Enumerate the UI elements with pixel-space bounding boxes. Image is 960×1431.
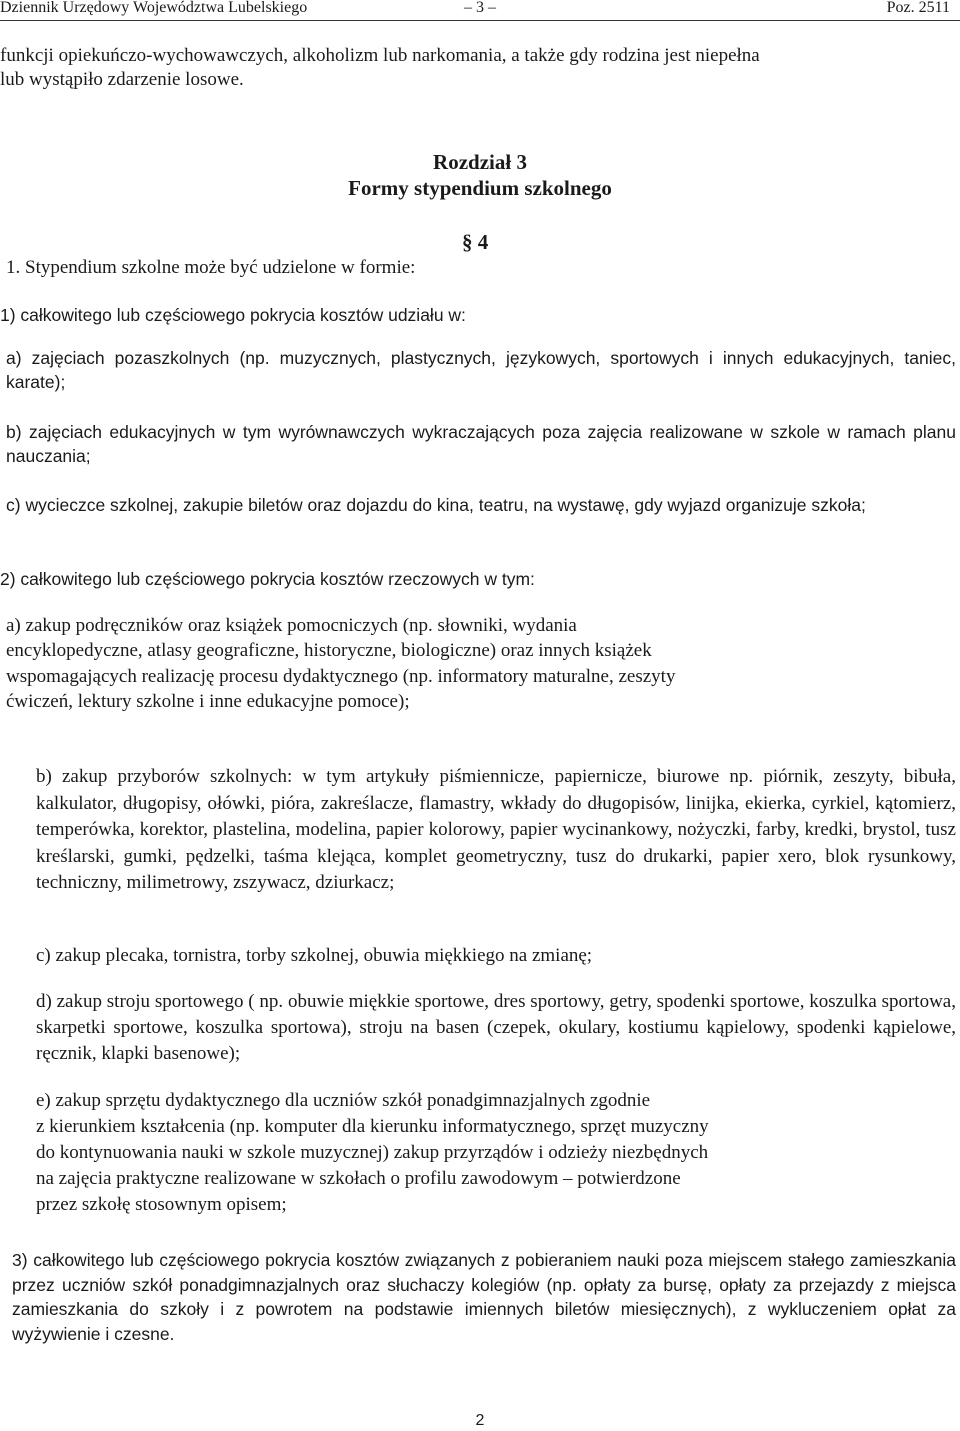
header-rule: [0, 20, 960, 21]
page-marker: – 3 –: [464, 0, 496, 16]
paragraph-sign: § 4: [462, 230, 489, 254]
chapter-subtitle: Formy stypendium szkolnego: [348, 176, 612, 200]
item-c2: c) zakup plecaka, tornistra, torby szkolnej, obuwia miękkiego na zmianę;: [36, 945, 593, 966]
intro-line-2: lub wystąpiło zdarzenie losowe.: [0, 69, 244, 90]
item-e2-line-1: e) zakup sprzętu dydaktycznego dla uczniów szkół ponadgimnazjalnych zgodnie: [36, 1090, 651, 1111]
point-3: 3) całkowitego lub częściowego pokrycia kosztów związanych z pobieraniem nauki poza miejscem stałego zamieszkania przez uczniów szkół ponadgimnazjalnych oraz słuchaczy kolegiów (np. opłaty za bursę, opłaty za przejazdy z miejsca zamieszkania do szkoły i z powrotem na podstawie imiennych biletów miesięcznych), z wykluczeniem opłat za wyżywienie i czesne.: [12, 1250, 956, 1344]
item-e2-line-3: do kontynuowania nauki w szkole muzycznej) zakup przyrządów i odzieży niezbędnych: [36, 1142, 709, 1163]
item-a2-line-3: wspomagających realizację procesu dydaktycznego (np. informatory maturalne, zeszyty: [6, 666, 676, 687]
item-e2-line-5: przez szkołę stosownym opisem;: [36, 1194, 287, 1215]
item-a2-line-2: encyklopedyczne, atlasy geograficzne, historyczne, biologiczne) oraz innych książek: [6, 640, 652, 661]
item-e2-line-4: na zajęcia praktyczne realizowane w szkołach o profilu zawodowym – potwierdzone: [36, 1168, 681, 1189]
item-c1: c) wycieczce szkolnej, zakupie biletów oraz dojazdu do kina, teatru, na wystawę, gdy wyjazd organizuje szkoła;: [6, 495, 866, 515]
item-e2-line-2: z kierunkiem kształcenia (np. komputer dla kierunku informatycznego, sprzęt muzyczny: [36, 1116, 709, 1137]
chapter-title: Rozdział 3: [433, 150, 527, 174]
point-1-1: 1) całkowitego lub częściowego pokrycia kosztów udziału w:: [0, 305, 466, 325]
intro-line-1: funkcji opiekuńczo-wychowawczych, alkoholizm lub narkomania, a także gdy rodzina jest niepełna: [0, 45, 760, 66]
item-d2: d) zakup stroju sportowego ( np. obuwie miękkie sportowe, dres sportowy, getry, spodenki sportowe, koszulka sportowa, skarpetki sportowe, koszulka sportowa), stroju na basen (czepek, okulary, kostiumu kąpielowy, spodenki kąpielowe, ręcznik, klapki basenowe);: [36, 991, 956, 1064]
item-a2-line-1: a) zakup podręczników oraz książek pomocniczych (np. słowniki, wydania: [6, 615, 577, 636]
point-1: 1. Stypendium szkolne może być udzielone w formie:: [6, 257, 416, 278]
point-2: 2) całkowitego lub częściowego pokrycia kosztów rzeczowych w tym:: [0, 569, 535, 589]
item-a1: a) zajęciach pozaszkolnych (np. muzycznych, plastycznych, językowych, sportowych i innych edukacyjnych, taniec, karate);: [6, 348, 956, 392]
page-number: 2: [475, 1412, 485, 1429]
position-number: Poz. 2511: [886, 0, 950, 16]
item-b1: b) zajęciach edukacyjnych w tym wyrównawczych wykraczających poza zajęcia realizowane w szkole w ramach planu nauczania;: [6, 422, 956, 466]
item-a2-line-4: ćwiczeń, lektury szkolne i inne edukacyjne pomoce);: [6, 691, 410, 712]
journal-title: Dziennik Urzędowy Województwa Lubelskiego: [0, 0, 308, 16]
item-b2: b) zakup przyborów szkolnych: w tym artykuły piśmiennicze, papiernicze, biurowe np. piórnik, zeszyty, bibuła, kalkulator, długopisy, ołówki, pióra, zakreślacze, flamastry, wkłady do długopisów, linijka, ekierka, cyrkiel, kątomierz, temperówka, korektor, plastelina, modelina, papier kolorowy, papier wycinankowy, nożyczki, farby, kredki, brystol, tusz kreślarski, gumki, pędzelki, taśma klejąca, komplet geometryczny, tusz do drukarki, papier xero, blok rysunkowy, techniczny, milimetrowy, zszywacz, dziurkacz;: [36, 766, 956, 893]
